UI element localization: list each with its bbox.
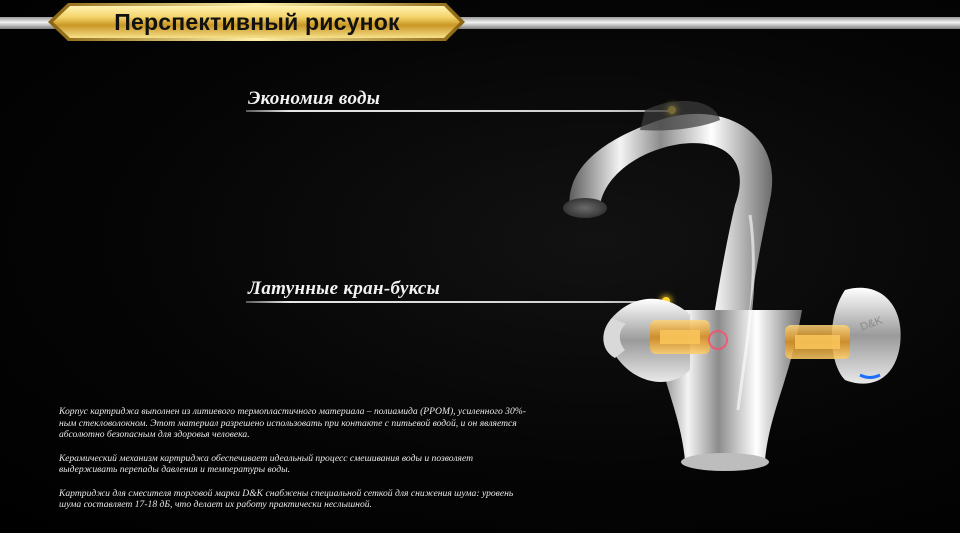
feature-label-brass-cartridges: Латунные кран-буксы — [248, 278, 441, 299]
product-description — [59, 406, 529, 523]
description-paragraph-noise-reduction: Картриджи для смесителя торговой марки D&K снабжены специальной сеткой для снижения шума: уровень шума составляет 17-18 дБ, что делает их работу практически неслышной. — [59, 487, 514, 510]
page-title: Перспективный рисунок — [114, 8, 400, 35]
description-paragraph-cartridge-material: Корпус картриджа выполнен из литиевого термопластичного материала – полиамида (PPOM), усиленного 30%-ным стекловолокном. Этот материал разрешено использовать при контакте с питьевой водой, и он является абсолютно безопасным для здоровья человека. — [59, 406, 526, 440]
faucet-illustration — [540, 80, 920, 480]
handle-brand-mark: D&K — [858, 314, 884, 334]
feature-label-water-saving: Экономия воды — [248, 88, 381, 109]
description-paragraph-ceramic-mechanism: Керамический механизм картриджа обеспечивает идеальный процесс смешивания воды и позволяет выдерживать перепады давления и температуры воды. — [59, 452, 474, 475]
